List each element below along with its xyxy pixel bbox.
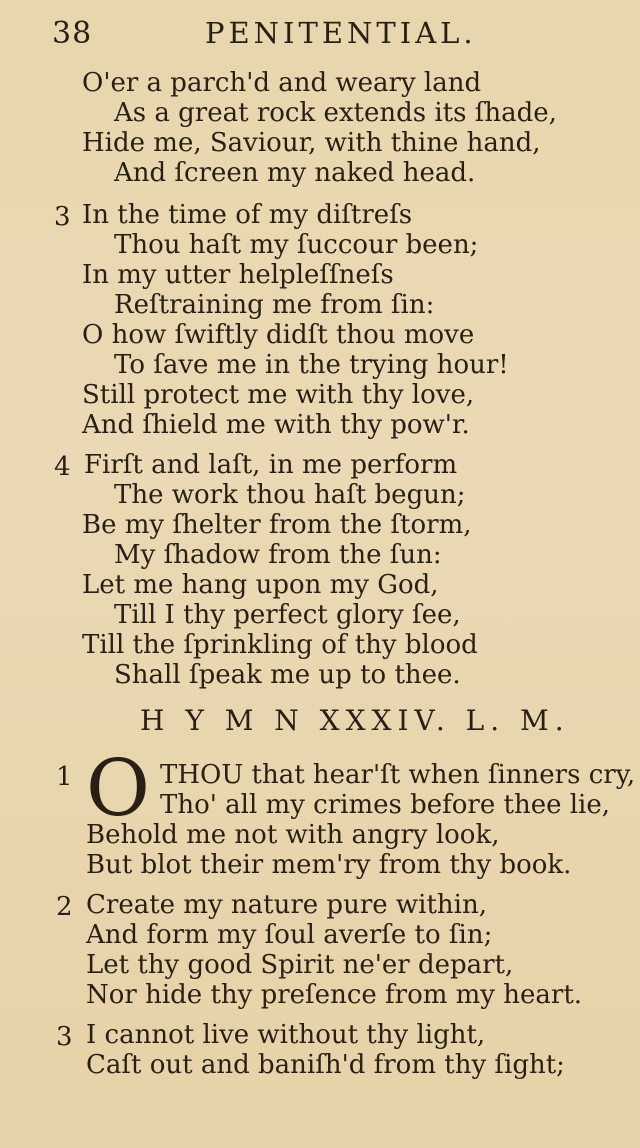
verse-line: I cannot live without thy light, — [86, 1020, 486, 1050]
verse-line: Reſtraining me from ſin: — [114, 290, 435, 320]
verse-line: And ſcreen my naked head. — [114, 158, 476, 188]
verse-number: 4 — [54, 452, 71, 482]
verse-line: Create my nature pure within, — [86, 890, 487, 920]
verse-line: In my utter helpleſſneſs — [82, 260, 394, 290]
drop-cap: O — [86, 744, 150, 834]
verse-line: Let thy good Spirit ne'er depart, — [86, 950, 514, 980]
verse-line: Still protect me with thy love, — [82, 380, 475, 410]
verse-line: To ſave me in the trying hour! — [114, 350, 509, 380]
verse-number: 3 — [56, 1022, 73, 1052]
verse-line: Behold me not with angry look, — [86, 820, 500, 850]
verse-number: 3 — [54, 202, 71, 232]
verse-line: And ſhield me with thy pow'r. — [82, 410, 470, 440]
page-number: 38 — [52, 16, 93, 51]
verse-line: In the time of my diſtreſs — [82, 200, 413, 230]
running-title: PENITENTIAL. — [205, 16, 477, 50]
verse-line: Tho' all my crimes before thee lie, — [160, 790, 611, 820]
verse-line: O'er a parch'd and weary land — [82, 68, 482, 98]
verse-number: 1 — [56, 762, 73, 792]
verse-line: And form my ſoul averſe to ſin; — [86, 920, 493, 950]
verse-line: Hide me, Saviour, with thine hand, — [82, 128, 541, 158]
verse-line: Caſt out and baniſh'd from thy ſight; — [86, 1050, 565, 1080]
page-header — [0, 12, 640, 52]
verse-line: O how ſwiftly didſt thou move — [82, 320, 475, 350]
verse-line: Thou haſt my ſuccour been; — [114, 230, 479, 260]
verse-line: But blot their mem'ry from thy book. — [86, 850, 572, 880]
hymn-title: H Y M N XXXIV. L. M. — [140, 704, 570, 737]
verse-line: Nor hide thy preſence from my heart. — [86, 980, 583, 1010]
verse-line: The work thou haſt begun; — [114, 480, 466, 510]
verse-line: Till the ſprinkling of thy blood — [82, 630, 478, 660]
verse-number: 2 — [56, 892, 73, 922]
verse-line: My ſhadow from the ſun: — [114, 540, 442, 570]
verse-line: THOU that hear'ſt when ſinners cry, — [160, 760, 636, 790]
verse-line: As a great rock extends its ſhade, — [114, 98, 557, 128]
verse-line: Shall ſpeak me up to thee. — [114, 660, 461, 690]
verse-line: Be my ſhelter from the ſtorm, — [82, 510, 472, 540]
verse-line: Let me hang upon my God, — [82, 570, 439, 600]
verse-line: Till I thy perfect glory ſee, — [114, 600, 461, 630]
verse-line: Firſt and laſt, in me perform — [84, 450, 458, 480]
